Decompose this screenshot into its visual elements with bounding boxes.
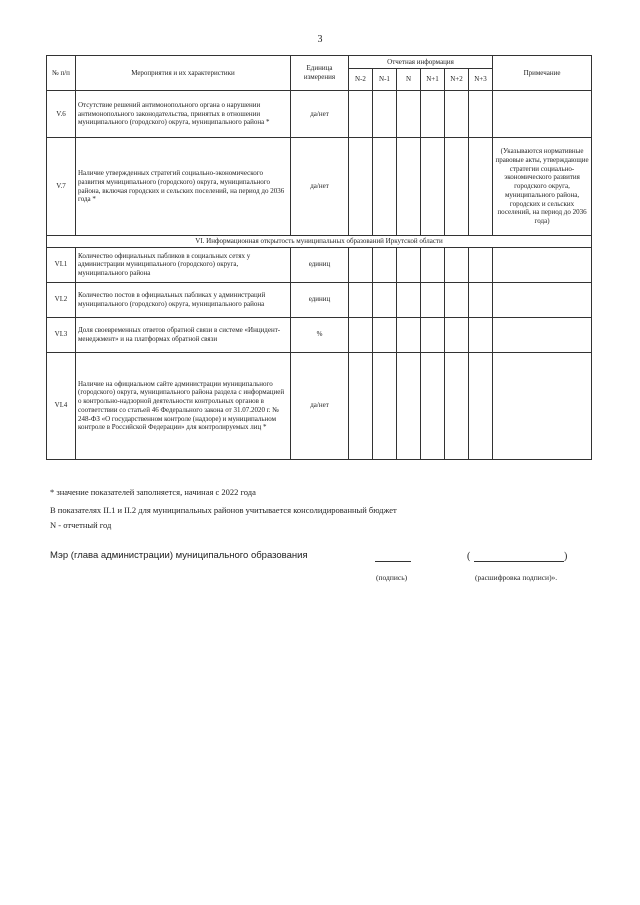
- period-cell: N+1: [421, 69, 445, 91]
- section-title: VI. Информационная открытость муниципальных образований Иркутской области: [47, 236, 592, 248]
- period-cell: N+2: [445, 69, 469, 91]
- row-note: (Указываются нормативные правовые акты, утверждающие стратегии социально-экономического развития городского округа, муниципального района, городских и сельских поселений, на период до 2036 года): [493, 138, 592, 236]
- period-cell: N-1: [373, 69, 397, 91]
- period-cell: N: [397, 69, 421, 91]
- paren-open: (: [467, 551, 471, 562]
- decode-label: (расшифровка подписи)».: [475, 573, 558, 582]
- footnote-1: * значение показателей заполняется, начиная с 2022 года: [50, 487, 256, 497]
- row-num: VI.3: [47, 317, 76, 352]
- table-row: [47, 247, 592, 282]
- header-event: Мероприятия и их характеристики: [76, 56, 291, 91]
- row-note: [493, 352, 592, 459]
- period-cell: N-2: [349, 69, 373, 91]
- footnote-3: N - отчетный год: [50, 520, 112, 530]
- table-row: [47, 138, 592, 236]
- page-number: 3: [317, 34, 323, 45]
- header-unit: Единица измерения: [291, 56, 349, 91]
- row-text: Отсутствие решений антимонопольного органа о нарушении антимонопольного законодательства, принятых в отношении муниципального (городского) округа, муниципального района *: [76, 91, 291, 138]
- signature-title: Мэр (глава администрации) муниципального образования: [50, 550, 308, 561]
- paren-close: ): [564, 551, 568, 562]
- period-cell: N+3: [469, 69, 493, 91]
- header-report: Отчетная информация: [349, 56, 493, 69]
- row-num: V.7: [47, 138, 76, 236]
- row-num: VI.4: [47, 352, 76, 459]
- footnote-2: В показателях II.1 и II.2 для муниципальных районов учитывается консолидированный бюджет: [50, 505, 397, 515]
- header-note: Примечание: [493, 56, 592, 91]
- row-text: Количество официальных пабликов в социальных сетях у администрации муниципального (городского) округа, муниципального района: [76, 247, 291, 282]
- row-num: VI.2: [47, 282, 76, 317]
- signature-label: (подпись): [376, 573, 408, 582]
- row-note: [493, 282, 592, 317]
- table-row: [47, 317, 592, 352]
- row-unit: да/нет: [291, 352, 349, 459]
- table-row: [47, 282, 592, 317]
- row-note: [493, 317, 592, 352]
- indicators-table: [46, 55, 592, 460]
- row-text: Количество постов в официальных пабликах у администраций муниципального (городского) округа, муниципального района: [76, 282, 291, 317]
- signature-line: [375, 561, 411, 562]
- row-unit: да/нет: [291, 138, 349, 236]
- row-unit: %: [291, 317, 349, 352]
- row-note: [493, 247, 592, 282]
- row-text: Наличие на официальном сайте администрации муниципального (городского) округа, муниципального района раздела с информацией о контрольно-надзорной деятельности контрольных органов в соответствии со статьей 46 Федерального закона от 31.07.2020 г. № 248-ФЗ «О государственном контроле (надзоре) и муниципальном контроле в Российской Федерации» для контролируемых лиц *: [76, 352, 291, 459]
- row-unit: единиц: [291, 247, 349, 282]
- row-num: V.6: [47, 91, 76, 138]
- row-text: Наличие утвержденных стратегий социально-экономического развития муниципального (городского) округа, муниципального района, включая городских и сельских поселений, на период до 2036 года *: [76, 138, 291, 236]
- table-row: [47, 352, 592, 459]
- decode-line: [474, 561, 564, 562]
- row-note: [493, 91, 592, 138]
- row-unit: да/нет: [291, 91, 349, 138]
- row-unit: единиц: [291, 282, 349, 317]
- row-num: VI.1: [47, 247, 76, 282]
- table-row: [47, 91, 592, 138]
- row-text: Доля своевременных ответов обратной связи в системе «Инцидент-менеджмент» и на платформах обратной связи: [76, 317, 291, 352]
- header-num: № п/п: [47, 56, 76, 91]
